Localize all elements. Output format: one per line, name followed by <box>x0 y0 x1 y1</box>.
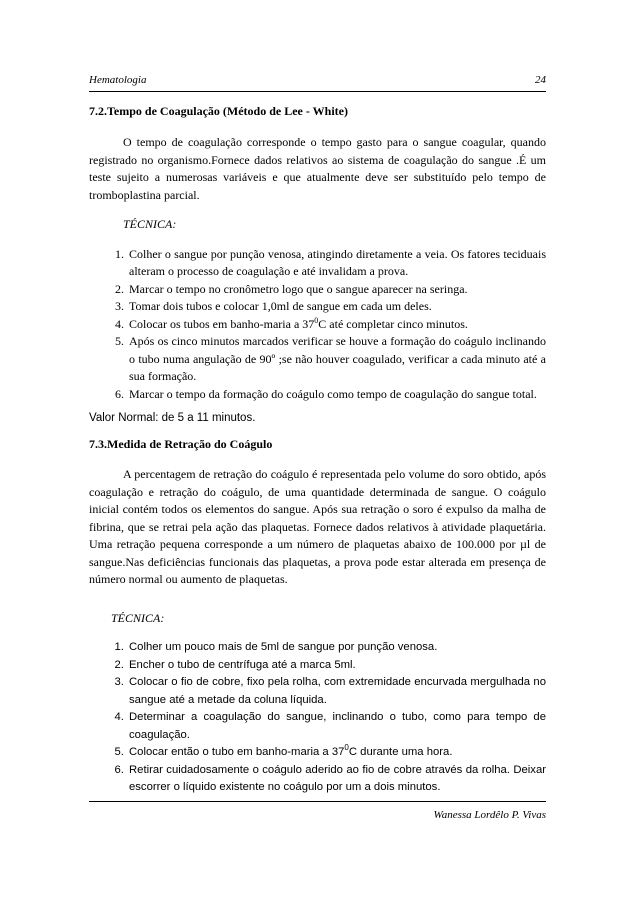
technique-steps <box>89 639 546 797</box>
page-footer <box>434 809 546 821</box>
list-item: 2. Encher o tubo de centrífuga até a marca 5ml. <box>127 657 546 675</box>
technique-steps <box>89 246 546 404</box>
section-intro: O tempo de coagulação corresponde o tempo gasto para o sangue coagular, quando registrado no organismo.Fornece dados relativos ao sistema de coagulação do sangue .É um teste sujeito a numerosas variáveis e que atualmente deve ser substituído pelo tempo de tromboplastina parcial. <box>89 135 546 202</box>
technique-label: TÉCNICA: <box>123 217 177 231</box>
header-divider <box>89 91 546 92</box>
section-heading: 7.2.Tempo de Coagulação (Método de Lee - White) <box>89 104 348 118</box>
normal-value: Valor Normal: de 5 a 11 minutos. <box>89 412 256 424</box>
list-item: 4. Determinar a coagulação do sangue, inclinando o tubo, como para tempo de coagulação. <box>127 709 546 744</box>
page-number: 24 <box>535 74 546 86</box>
section-intro: A percentagem de retração do coágulo é representada pelo volume do soro obtido, após coagulação e retração do coágulo, de uma quantidade determinada de sangue. O coágulo inicial contém todos os elementos do sangue. Após sua retração o soro é expulso da malha de fibrina, que se retrai pela ação das plaquetas. Fornece dados relativos à atividade plaquetária. Uma retração pequena corresponde a um número de plaquetas abaixo de 100.000 por µl de sangue.Nas deficiências funcionais das plaquetas, a prova pode estar alterada em presença de número normal ou aumento de plaquetas. <box>89 467 546 586</box>
list-item: 1. Colher o sangue por punção venosa, atingindo diretamente a veia. Os fatores teciduais alteram o processo de coagulação e até invalidam a prova. <box>127 246 546 281</box>
header-title: Hematologia <box>89 74 147 86</box>
list-item: 6. Marcar o tempo da formação do coágulo como tempo de coagulação do sangue total. <box>127 386 546 404</box>
section-heading: 7.3.Medida de Retração do Coágulo <box>89 437 273 451</box>
list-item: 6. Retirar cuidadosamente o coágulo aderido ao fio de cobre através da rolha. Deixar escorrer o líquido existente no coágulo por um a dois minutos. <box>127 762 546 797</box>
section-7-2 <box>89 103 546 428</box>
list-item: 1. Colher um pouco mais de 5ml de sangue por punção venosa. <box>127 639 546 657</box>
list-item: 3. Tomar dois tubos e colocar 1,0ml de sangue em cada um deles. <box>127 298 546 316</box>
footer-divider <box>89 801 546 802</box>
section-7-3 <box>89 436 546 797</box>
list-item: 2. Marcar o tempo no cronômetro logo que o sangue aparecer na seringa. <box>127 281 546 299</box>
list-item: 4. Colocar os tubos em banho-maria a $37^0C$ até completar cinco minutos. <box>127 316 546 334</box>
technique-label: TÉCNICA: <box>111 610 165 625</box>
list-item: 5. Colocar então o tubo em banho-maria a $37^0C$ durante uma hora. <box>127 744 546 762</box>
list-item: 5. Após os cinco minutos marcados verificar se houve a formação do coágulo inclinando o tubo numa angulação de 90º ;se não houver coagulado, verificar a cada minuto até a sua formação. <box>127 333 546 386</box>
page-header <box>89 74 546 90</box>
list-item: 3. Colocar o fio de cobre, fixo pela rolha, com extremidade encurvada mergulhada no sangue até a metade da coluna líquida. <box>127 674 546 709</box>
author-name: Wanessa Lordêlo P. Vivas <box>433 809 546 821</box>
